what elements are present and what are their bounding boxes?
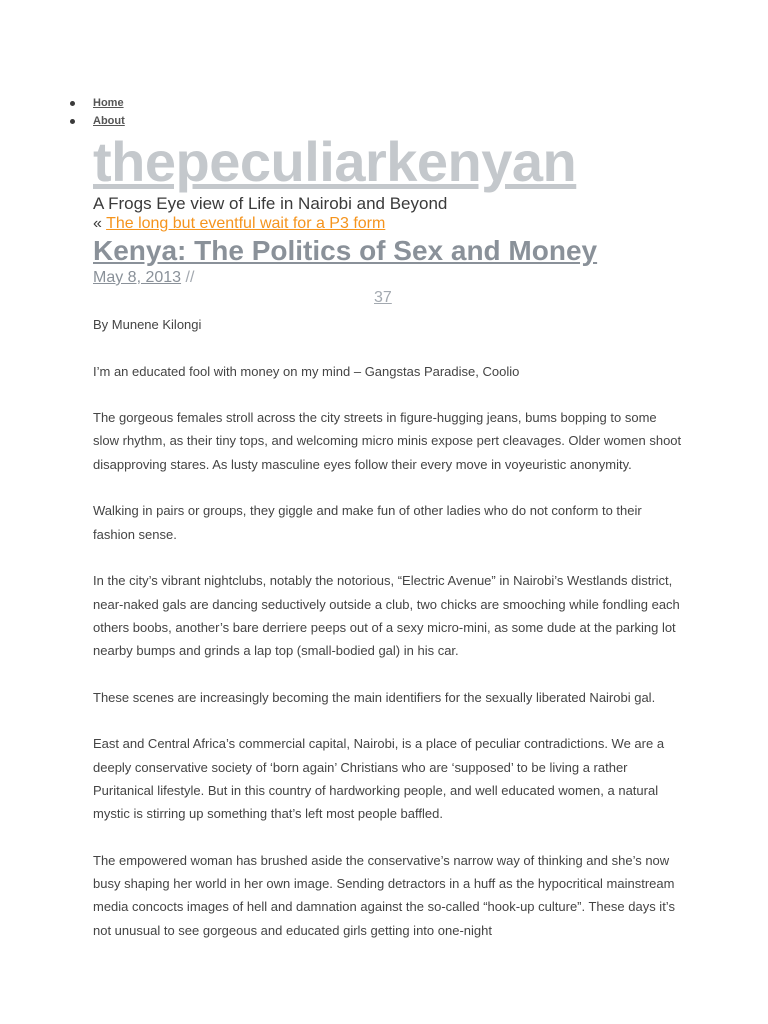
site-tagline: A Frogs Eye view of Life in Nairobi and Beyond	[93, 194, 448, 213]
bullet-icon	[70, 101, 75, 106]
bullet-icon	[70, 119, 75, 124]
article-paragraph: The empowered woman has brushed aside the conservative’s narrow way of thinking and she’s now busy shaping her world in her own image. Sending detractors in a huff as the hypocritical mainstream media concocts images of hell and damnation against the so-called “hook-up culture”. These days it’s not unusual to see gorgeous and educated girls getting into one-night	[93, 852, 675, 938]
meta-separator: //	[185, 269, 195, 286]
article-paragraph: Walking in pairs or groups, they giggle and make fun of other ladies who do not conform to their fashion sense.	[93, 503, 642, 542]
article-paragraph: These scenes are increasingly becoming the main identifiers for the sexually liberated Nairobi gal.	[93, 689, 656, 705]
previous-marker: «	[93, 215, 102, 232]
article-body	[93, 313, 683, 965]
site-title[interactable]: thepeculiarkenyan	[93, 130, 577, 193]
previous-post-link[interactable]: The long but eventful wait for a P3 form	[106, 215, 386, 232]
comment-count-link[interactable]: 37	[374, 289, 392, 306]
article-paragraph: The gorgeous females stroll across the city streets in figure-hugging jeans, bums bopping to some slow rhythm, as their tiny tops, and welcoming micro minis expose pert cleavages. Older women shoot disapproving stares. As lusty masculine eyes follow their every move in voyeuristic anonymity.	[93, 410, 682, 472]
article-paragraph: East and Central Africa’s commercial capital, Nairobi, is a place of peculiar contradictions. We are a deeply conservative society of ‘born again’ Christians who are ‘supposed’ to be living a rather Puritanical lifestyle. But in this country of hardworking people, and well educated women, a natural mystic is stirring up something that’s left most people baffled.	[93, 736, 665, 822]
previous-post-nav	[93, 214, 385, 234]
home-link[interactable]: Home	[93, 97, 124, 109]
article-paragraph: In the city’s vibrant nightclubs, notably the notorious, “Electric Avenue” in Nairobi’s Westlands district, near-naked gals are dancing seductively outside a club, two chicks are smooching while fondling each others boobs, another’s bare derriere peeps out of a sexy micro-mini, as some dude at the parking lot nearby bumps and grinds a lap top (small-bodied gal) in his car.	[93, 573, 680, 659]
post-title[interactable]: Kenya: The Politics of Sex and Money	[93, 235, 598, 266]
about-link[interactable]: About	[93, 115, 125, 127]
byline: By Munene Kilongi	[93, 317, 202, 332]
article-paragraph: I’m an educated fool with money on my mind – Gangstas Paradise, Coolio	[93, 363, 520, 379]
post-date[interactable]: May 8, 2013	[93, 269, 182, 286]
post-meta	[93, 268, 194, 288]
